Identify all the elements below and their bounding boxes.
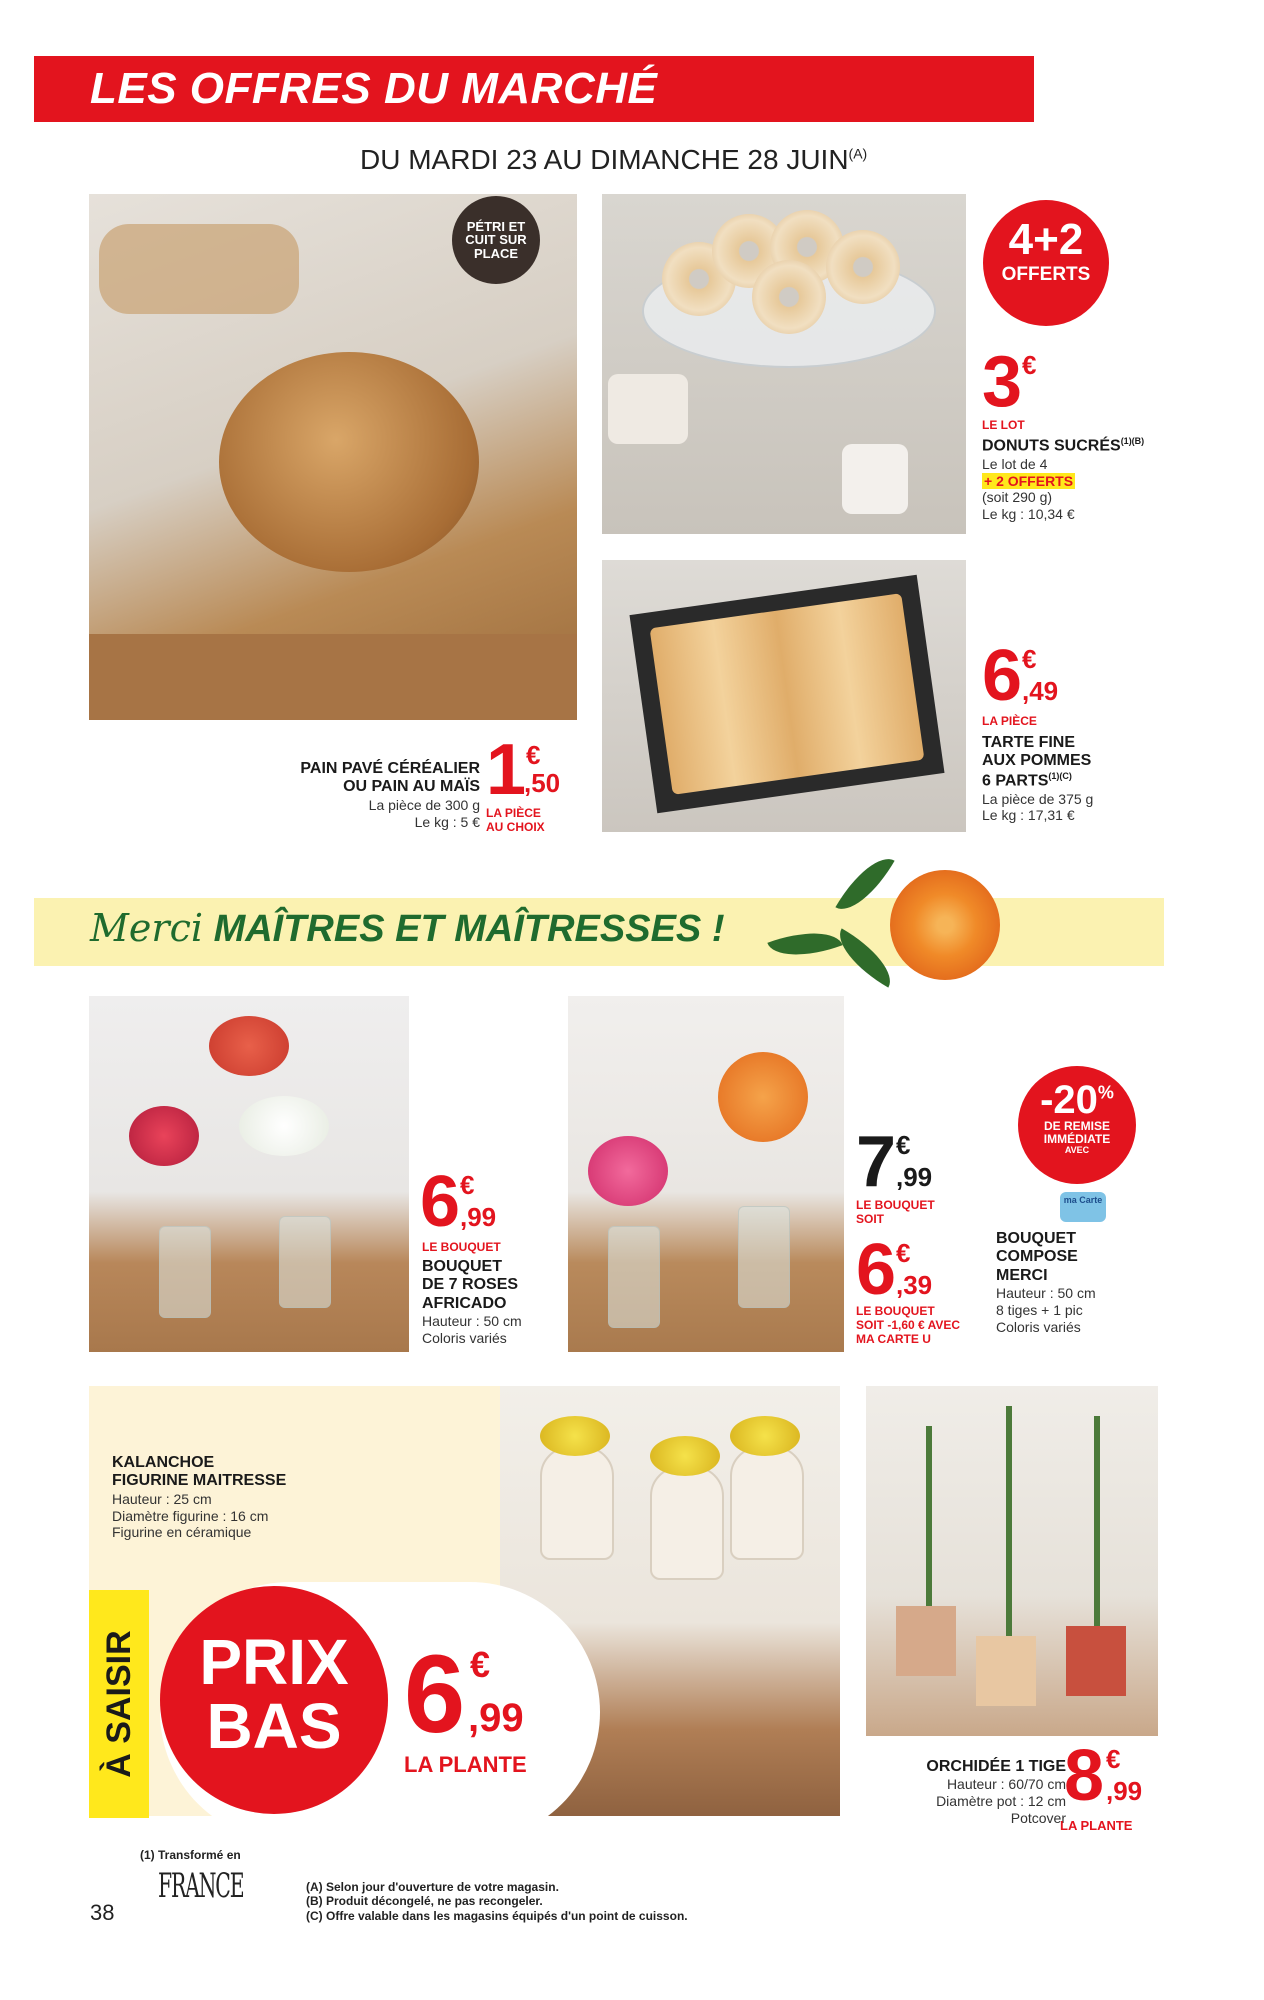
gerbera-image	[718, 1052, 808, 1142]
bread-price-decimal: ,50	[524, 768, 561, 798]
donuts-price-int: 3	[982, 342, 1023, 422]
merci-bouquet-card-unit-line3: MA CARTE U	[856, 1332, 931, 1346]
footnote-b: (B) Produit décongelé, ne pas recongeler.	[306, 1894, 543, 1909]
roses-height: Hauteur : 50 cm	[422, 1313, 522, 1330]
france-label: FRANCE	[158, 1866, 244, 1906]
figurine-image	[540, 1446, 614, 1560]
donut-image	[752, 260, 826, 334]
donuts-info	[982, 418, 1182, 523]
tart-title-line3	[982, 771, 1182, 791]
merci-bouquet-price-int: 7	[856, 1122, 897, 1202]
donuts-offer-highlight: + 2 OFFERTS	[984, 472, 1074, 489]
discount-line3: AVEC	[1064, 1145, 1090, 1156]
kalanchoe-flower-image	[730, 1416, 800, 1456]
transformed-label: (1) Transformé en	[140, 1848, 241, 1862]
discount-percent-sign: %	[1097, 1082, 1114, 1103]
merci-bouquet-unit	[856, 1198, 935, 1226]
bread-title-line1: PAIN PAVÉ CÉRÉALIER	[300, 760, 480, 777]
tart-weight: La pièce de 375 g	[982, 790, 1094, 807]
roses-price	[420, 1162, 540, 1242]
bread-unit-line2: AU CHOIX	[486, 820, 545, 834]
prix-bas-line2: BAS	[206, 1690, 342, 1762]
kalanchoe-price	[404, 1633, 564, 1756]
merci-bouquet-card-unit-line2: SOIT -1,60 € AVEC	[856, 1318, 961, 1332]
offer-badge-main: 4+2	[1008, 215, 1084, 264]
orchid-price-decimal: ,99	[1106, 1776, 1143, 1806]
merci-bouquet-height: Hauteur : 50 cm	[996, 1285, 1096, 1302]
tart-unit: LA PIÈCE	[982, 714, 1037, 728]
merci-bouquet-card-price-decimal: ,39	[896, 1270, 933, 1300]
orchid-info	[880, 1758, 1066, 1827]
kalanchoe-diameter: Diamètre figurine : 16 cm	[112, 1507, 269, 1524]
bread-loaf-image	[219, 352, 479, 572]
prix-bas-line1: PRIX	[199, 1626, 349, 1698]
discount-badge	[1018, 1066, 1136, 1184]
figurine-image	[650, 1466, 724, 1580]
merci-bouquet-title-line3: MERCI	[996, 1266, 1048, 1284]
orchid-stem-image	[1094, 1416, 1100, 1626]
vase-image	[279, 1216, 331, 1308]
donuts-weight: (soit 290 g)	[982, 489, 1053, 506]
bread-price	[486, 730, 586, 810]
tart-price	[982, 636, 1092, 716]
merci-bouquet-card-unit	[856, 1304, 960, 1346]
vase-image	[159, 1226, 211, 1318]
footnotes	[306, 1880, 688, 1923]
merci-bouquet-photo	[568, 996, 844, 1352]
ma-carte-logo: ma Carte	[1060, 1192, 1106, 1222]
bread-price-int: 1	[486, 730, 527, 810]
bread-weight: La pièce de 300 g	[368, 796, 480, 813]
bread-title	[270, 760, 480, 830]
roses-photo	[89, 996, 409, 1352]
kalanchoe-material: Figurine en céramique	[112, 1524, 252, 1541]
plant-pot-image	[1066, 1626, 1126, 1696]
footnote-a: (A) Selon jour d'ouverture de votre magasin.	[306, 1880, 559, 1894]
tart-photo	[602, 560, 966, 832]
merci-script-text: Merci	[90, 906, 203, 950]
merci-bouquet-unit-line2: SOIT	[856, 1212, 885, 1226]
merci-bouquet-title-line2: COMPOSE	[996, 1248, 1078, 1266]
orchid-title: ORCHIDÉE 1 TIGE	[926, 1758, 1066, 1775]
orchid-unit: LA PLANTE	[1060, 1818, 1133, 1833]
merci-bouquet-stems: 8 tiges + 1 pic	[996, 1301, 1083, 1318]
vase-image	[738, 1206, 790, 1308]
merci-bouquet-card-price-currency: €	[896, 1238, 911, 1268]
header-banner	[34, 56, 1034, 122]
cutting-board	[89, 634, 577, 720]
kalanchoe-title-line1: KALANCHOE	[112, 1454, 215, 1471]
bread-unit-line1: LA PIÈCE	[486, 806, 541, 820]
offer-dates-note: (A)	[848, 145, 868, 162]
discount-line1: DE REMISE	[1043, 1119, 1110, 1133]
tart-price-int: 6	[982, 636, 1023, 716]
merci-bouquet-title-line1: BOUQUET	[996, 1230, 1076, 1247]
tart-title-line1: TARTE FINE	[982, 734, 1076, 751]
orchid-potcover: Potcover	[1010, 1809, 1066, 1826]
plant-pot-image	[896, 1606, 956, 1676]
discount-percent: -20	[1040, 1078, 1098, 1122]
orchid-pot-diameter: Diamètre pot : 12 cm	[936, 1793, 1066, 1810]
roses-price-int: 6	[420, 1162, 461, 1242]
merci-bouquet-colors: Coloris variés	[996, 1318, 1081, 1335]
offer-dates-text: DU MARDI 23 AU DIMANCHE 28 JUIN	[360, 144, 849, 175]
donuts-title-note: (1)(B)	[1120, 436, 1145, 446]
section-title	[90, 906, 724, 951]
orchid-photo	[866, 1386, 1158, 1736]
roses-title-line2: DE 7 ROSES	[422, 1276, 519, 1294]
rose-image	[129, 1106, 199, 1166]
merci-bouquet-info	[996, 1230, 1156, 1336]
tart-title-note: (1)(C)	[1048, 770, 1072, 781]
bread-slice-image	[99, 224, 299, 314]
offer-badge-4-2	[983, 200, 1109, 326]
donut-image	[826, 230, 900, 304]
merci-bouquet-card-unit-line1: LE BOUQUET	[856, 1304, 935, 1318]
orchid-height: Hauteur : 60/70 cm	[946, 1776, 1066, 1793]
a-saisir-tag	[89, 1590, 149, 1818]
tart-price-decimal: ,49	[1022, 676, 1059, 706]
discount-line2: IMMÉDIATE	[1043, 1132, 1111, 1147]
coffee-cup-image	[608, 374, 688, 444]
apple-tart-image	[650, 593, 925, 795]
kalanchoe-price-int: 6	[404, 1633, 466, 1756]
bread-kg-price: Le kg : 5 €	[414, 813, 480, 830]
vase-image	[608, 1226, 660, 1328]
rose-image	[209, 1016, 289, 1076]
a-saisir-text: À SAISIR	[100, 1630, 138, 1778]
kalanchoe-unit: LA PLANTE	[404, 1752, 527, 1777]
donuts-photo	[602, 194, 966, 534]
kalanchoe-title-line2: FIGURINE MAITRESSE	[112, 1472, 287, 1490]
kalanchoe-height: Hauteur : 25 cm	[112, 1490, 212, 1507]
merci-bouquet-unit-line1: LE BOUQUET	[856, 1198, 935, 1212]
orchid-stem-image	[1006, 1406, 1012, 1636]
petri-badge: PÉTRI ET CUIT SUR PLACE	[452, 196, 540, 284]
merci-bouquet-price-currency: €	[896, 1130, 911, 1160]
tart-title-line2: AUX POMMES	[982, 752, 1092, 770]
kalanchoe-flower-image	[540, 1416, 610, 1456]
offer-dates	[360, 144, 867, 176]
figurine-image	[730, 1446, 804, 1560]
dahlia-flower-icon	[890, 870, 1000, 980]
bread-unit	[486, 806, 545, 834]
roses-price-decimal: ,99	[460, 1202, 497, 1232]
gerbera-image	[588, 1136, 668, 1206]
roses-price-currency: €	[460, 1170, 475, 1200]
offer-badge-sub: OFFERTS	[1001, 264, 1091, 285]
donuts-price	[982, 342, 1062, 422]
rose-image	[239, 1096, 329, 1156]
donuts-unit: LE LOT	[982, 418, 1025, 432]
donuts-lot: Le lot de 4	[982, 455, 1048, 472]
kalanchoe-price-currency: €	[470, 1644, 491, 1685]
orchid-price-currency: €	[1106, 1744, 1121, 1774]
roses-title-line3: AFRICADO	[422, 1294, 507, 1312]
merci-bouquet-price-decimal: ,99	[896, 1162, 933, 1192]
coffee-cup-image	[842, 444, 908, 514]
merci-bouquet-card-price	[856, 1230, 966, 1310]
section-title-text: MAÎTRES ET MAÎTRESSES !	[213, 908, 725, 950]
roses-unit: LE BOUQUET	[422, 1240, 501, 1254]
footnote-c: (C) Offre valable dans les magasins équipés d'un point de cuisson.	[306, 1908, 688, 1923]
kalanchoe-price-decimal: ,99	[468, 1696, 524, 1740]
merci-bouquet-card-price-int: 6	[856, 1230, 897, 1310]
tart-title-line3-text: 6 PARTS	[982, 772, 1049, 790]
roses-colors: Coloris variés	[422, 1329, 507, 1346]
tart-tray	[629, 575, 944, 813]
tart-kg-price: Le kg : 17,31 €	[982, 807, 1075, 824]
donuts-title-text: DONUTS SUCRÉS	[982, 437, 1121, 455]
bread-price-currency: €	[526, 740, 541, 770]
donuts-kg-price: Le kg : 10,34 €	[982, 506, 1075, 523]
donuts-title	[982, 436, 1182, 456]
donuts-price-currency: €	[1022, 350, 1037, 380]
kalanchoe-flower-image	[650, 1436, 720, 1476]
orchid-price-int: 8	[1064, 1736, 1105, 1816]
roses-title-line1: BOUQUET	[422, 1258, 502, 1275]
orchid-price	[1064, 1736, 1174, 1816]
plant-pot-image	[976, 1636, 1036, 1706]
tart-price-currency: €	[1022, 644, 1037, 674]
tart-info	[982, 714, 1182, 824]
orchid-stem-image	[926, 1426, 932, 1606]
page-number: 38	[90, 1900, 115, 1925]
merci-bouquet-price	[856, 1122, 966, 1202]
bread-title-line2: OU PAIN AU MAÏS	[343, 778, 480, 796]
roses-info	[422, 1240, 572, 1347]
kalanchoe-info	[112, 1454, 472, 1541]
prix-bas-badge	[160, 1586, 388, 1814]
page-title: LES OFFRES DU MARCHÉ	[90, 64, 658, 113]
